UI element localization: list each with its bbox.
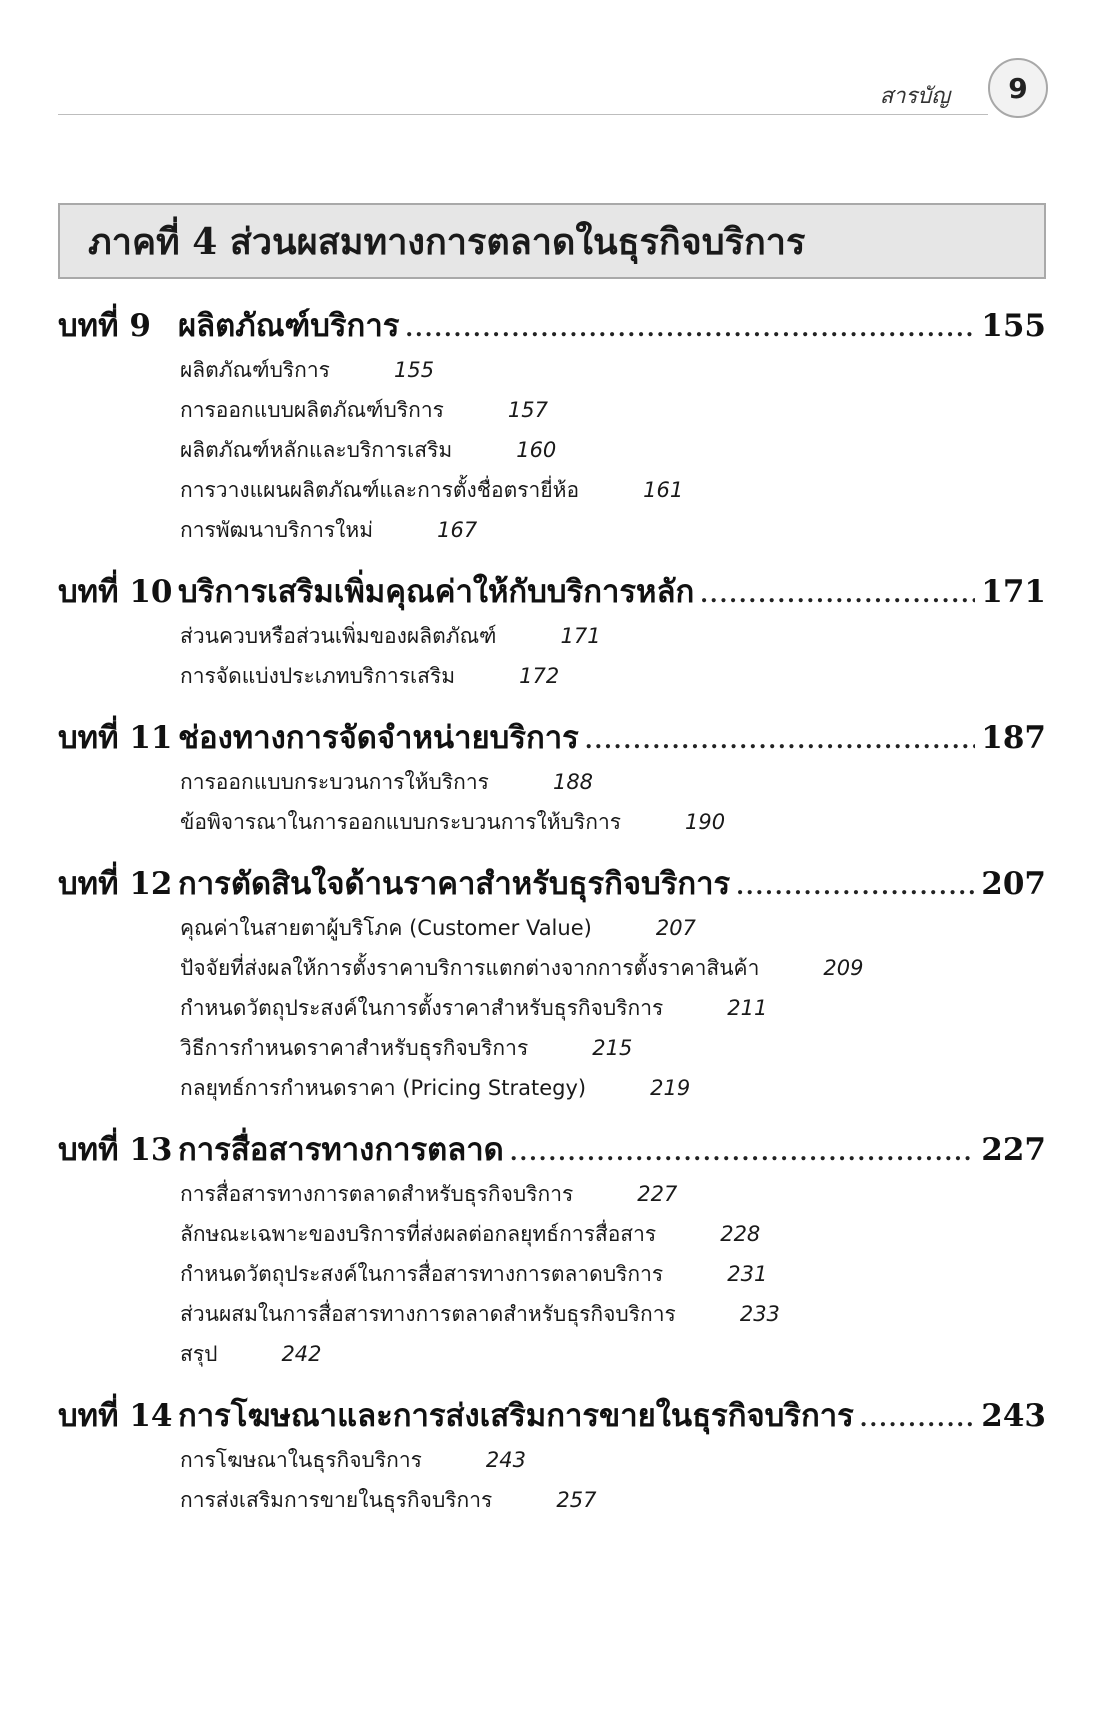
chapter-entry (58, 860, 1046, 1108)
header-rule (58, 114, 988, 115)
section-title: การพัฒนาบริการใหม่ (180, 518, 374, 542)
chapter-entry (58, 302, 1046, 550)
chapter-page-number: 171 (981, 574, 1046, 610)
section-page-number: 215 (592, 1036, 633, 1060)
section-title: ข้อพิจารณาในการออกแบบกระบวนการให้บริการ (180, 810, 622, 834)
section-entry (180, 350, 1046, 390)
chapter-title: การสื่อสารทางการตลาด (178, 1132, 504, 1168)
section-page-number: 231 (727, 1262, 768, 1286)
chapter-heading (58, 860, 1046, 908)
chapter-heading (58, 568, 1046, 616)
section-title: การสื่อสารทางการตลาดสำหรับธุรกิจบริการ (180, 1182, 574, 1206)
chapter-entry (58, 568, 1046, 696)
section-page-number: 190 (685, 810, 726, 834)
dot-leader (736, 863, 975, 911)
section-page-number: 155 (393, 358, 435, 382)
section-entry (180, 470, 1046, 510)
part-title-box: ภาคที่ 4 ส่วนผสมทางการตลาดในธุรกิจบริการ (58, 203, 1046, 279)
section-entry (180, 1254, 1046, 1294)
dot-leader (585, 717, 975, 765)
section-page-number: 233 (739, 1302, 780, 1326)
dot-leader (405, 305, 975, 353)
chapter-title: การตัดสินใจด้านราคาสำหรับธุรกิจบริการ (178, 866, 731, 902)
section-entry (180, 1480, 1046, 1520)
dot-leader (860, 1395, 976, 1443)
section-page-number: 228 (720, 1222, 761, 1246)
section-entry (180, 510, 1046, 550)
section-entry (180, 656, 1046, 696)
chapter-label: บทที่ 10 (58, 574, 173, 610)
section-entry (180, 802, 1046, 842)
section-page-number: 207 (655, 916, 696, 940)
header-section-title: สารบัญ (879, 84, 950, 109)
section-title: การออกแบบผลิตภัณฑ์บริการ (180, 398, 444, 422)
section-list (58, 1440, 1046, 1520)
section-entry (180, 762, 1046, 802)
section-entry (180, 1294, 1046, 1334)
section-entry (180, 390, 1046, 430)
section-title: กำหนดวัตถุประสงค์ในการตั้งราคาสำหรับธุรกิจบริการ (180, 996, 664, 1020)
section-title: กลยุทธ์การกำหนดราคา (Pricing Strategy) (180, 1076, 587, 1100)
dot-leader (700, 571, 975, 619)
table-of-contents (58, 302, 1046, 1538)
section-entry (180, 1174, 1046, 1214)
chapter-label: บทที่ 12 (58, 866, 173, 902)
section-title: วิธีการกำหนดราคาสำหรับธุรกิจบริการ (180, 1036, 529, 1060)
chapter-entry (58, 1392, 1046, 1520)
chapter-label: บทที่ 9 (58, 308, 151, 344)
chapter-heading (58, 1126, 1046, 1174)
section-page-number: 242 (281, 1342, 322, 1366)
section-list (58, 762, 1046, 842)
chapter-label: บทที่ 14 (58, 1398, 173, 1434)
chapter-page-number: 155 (981, 308, 1046, 344)
section-entry (180, 1334, 1046, 1374)
chapter-page-number: 243 (981, 1398, 1046, 1434)
section-page-number: 257 (556, 1488, 597, 1512)
chapter-label: บทที่ 11 (58, 720, 173, 756)
section-list (58, 616, 1046, 696)
section-page-number: 157 (507, 398, 548, 422)
section-title: ส่วนควบหรือส่วนเพิ่มของผลิตภัณฑ์ (180, 624, 497, 648)
section-title: ผลิตภัณฑ์บริการ (180, 358, 330, 382)
section-entry (180, 1028, 1046, 1068)
section-entry (180, 908, 1046, 948)
section-page-number: 227 (637, 1182, 678, 1206)
section-page-number: 172 (519, 664, 560, 688)
chapter-title: การโฆษณาและการส่งเสริมการขายในธุรกิจบริการ (178, 1398, 854, 1434)
section-page-number: 161 (643, 478, 684, 502)
section-title: ลักษณะเฉพาะของบริการที่ส่งผลต่อกลยุทธ์การสื่อสาร (180, 1222, 657, 1246)
section-entry (180, 430, 1046, 470)
page-header (58, 58, 1048, 118)
section-title: ปัจจัยที่ส่งผลให้การตั้งราคาบริการแตกต่างจากการตั้งราคาสินค้า (180, 956, 760, 980)
section-title: การออกแบบกระบวนการให้บริการ (180, 770, 489, 794)
section-title: กำหนดวัตถุประสงค์ในการสื่อสารทางการตลาดบริการ (180, 1262, 664, 1286)
dot-leader (510, 1129, 975, 1177)
chapter-label: บทที่ 13 (58, 1132, 173, 1168)
chapter-page-number: 187 (981, 720, 1046, 756)
chapter-page-number: 207 (981, 866, 1046, 902)
section-title: ส่วนผสมในการสื่อสารทางการตลาดสำหรับธุรกิจบริการ (180, 1302, 676, 1326)
chapter-title: บริการเสริมเพิ่มคุณค่าให้กับบริการหลัก (178, 574, 695, 610)
section-title: ผลิตภัณฑ์หลักและบริการเสริม (180, 438, 453, 462)
section-list (58, 908, 1046, 1108)
chapter-heading (58, 302, 1046, 350)
chapter-title: ช่องทางการจัดจำหน่ายบริการ (178, 720, 579, 756)
section-entry (180, 616, 1046, 656)
section-list (58, 1174, 1046, 1374)
section-entry (180, 988, 1046, 1028)
section-title: การโฆษณาในธุรกิจบริการ (180, 1448, 422, 1472)
section-title: การจัดแบ่งประเภทบริการเสริม (180, 664, 456, 688)
chapter-entry (58, 714, 1046, 842)
section-title: คุณค่าในสายตาผู้บริโภค (Customer Value) (180, 916, 592, 940)
section-page-number: 171 (560, 624, 601, 648)
section-page-number: 243 (485, 1448, 526, 1472)
section-page-number: 211 (727, 996, 768, 1020)
section-page-number: 160 (516, 438, 557, 462)
section-title: สรุป (180, 1342, 218, 1366)
section-title: การส่งเสริมการขายในธุรกิจบริการ (180, 1488, 493, 1512)
section-entry (180, 1214, 1046, 1254)
chapter-heading (58, 714, 1046, 762)
section-entry (180, 948, 1046, 988)
section-page-number: 188 (552, 770, 594, 794)
chapter-title: ผลิตภัณฑ์บริการ (178, 308, 400, 344)
chapter-heading (58, 1392, 1046, 1440)
section-page-number: 219 (650, 1076, 691, 1100)
section-page-number: 209 (823, 956, 864, 980)
section-page-number: 167 (437, 518, 478, 542)
section-entry (180, 1068, 1046, 1108)
section-entry (180, 1440, 1046, 1480)
section-title: การวางแผนผลิตภัณฑ์และการตั้งชื่อตรายี่ห้อ (180, 478, 580, 502)
chapter-entry (58, 1126, 1046, 1374)
section-list (58, 350, 1046, 550)
chapter-page-number: 227 (981, 1132, 1046, 1168)
page-number-badge: 9 (988, 58, 1048, 118)
